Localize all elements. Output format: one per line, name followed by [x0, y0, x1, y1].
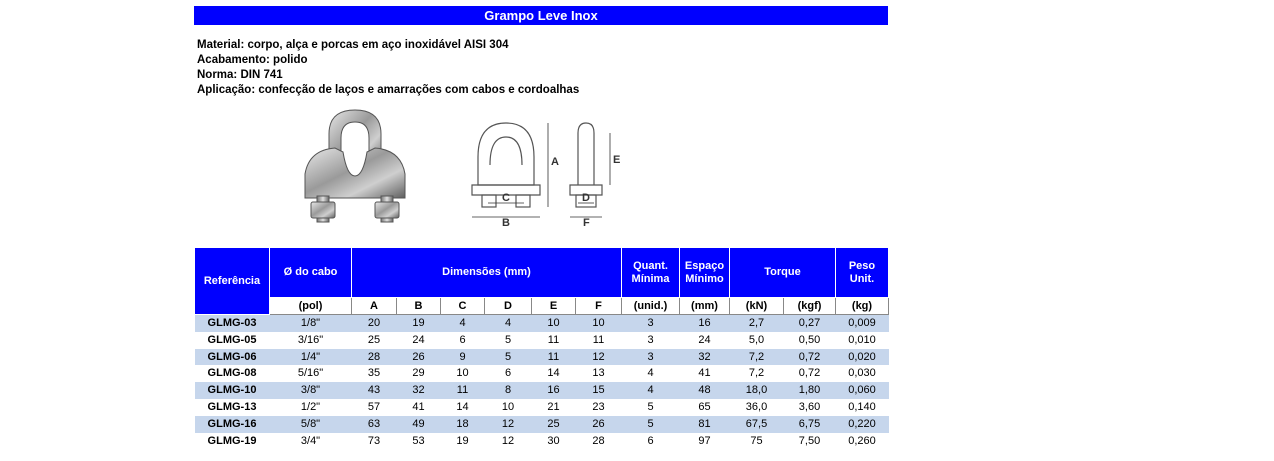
table-row	[195, 365, 889, 382]
row-cell: 7,2	[730, 349, 784, 366]
row-cell: 10	[576, 315, 622, 332]
row-cell: 26	[397, 349, 441, 366]
row-cell: 65	[698, 400, 711, 413]
row-cell: 4	[622, 382, 680, 399]
row-cell: 20	[352, 315, 397, 332]
unit-cell: (unid.)	[622, 298, 680, 315]
row-cell: 81	[680, 416, 730, 433]
header-torque: Torque	[730, 248, 836, 298]
row-cell: 8	[485, 382, 532, 399]
row-cell: 5/8"	[270, 416, 352, 433]
row-cell: 1/4"	[270, 349, 352, 366]
table-row	[195, 349, 889, 366]
row-cell: 73	[367, 434, 381, 447]
row-cell: 0,220	[836, 416, 889, 433]
row-cell: 53	[412, 434, 425, 447]
row-reference: GLMG-16	[195, 416, 270, 433]
label-f: F	[583, 217, 590, 227]
header-dimensoes: Dimensões (mm)	[352, 248, 622, 298]
row-cell: 0,010	[848, 333, 876, 346]
table-row	[195, 315, 889, 332]
row-cell: 28	[352, 349, 397, 366]
row-cell: 0,030	[848, 367, 876, 380]
label-e: E	[613, 154, 621, 166]
table-row	[195, 433, 889, 450]
row-reference: GLMG-05	[207, 333, 257, 346]
row-cell: 57	[367, 400, 381, 413]
row-cell: 4	[647, 367, 654, 380]
label-c: C	[502, 192, 510, 204]
row-cell: 10	[456, 367, 469, 380]
row-cell: 14	[456, 400, 469, 413]
row-cell: 3	[647, 333, 654, 346]
row-cell: 19	[456, 434, 469, 447]
header-peso: Peso Unit.	[836, 248, 889, 298]
spec-application: Aplicação: confecção de laços e amarrações com cabos e cordoalhas	[197, 84, 580, 96]
table-row	[195, 382, 889, 399]
table-header-row	[195, 248, 889, 298]
spec-finish: Acabamento: polido	[197, 54, 308, 66]
row-cell: 3	[622, 349, 680, 366]
header-espaco: Espaço Mínimo	[680, 248, 730, 298]
row-cell: 48	[680, 382, 730, 399]
row-cell: 13	[592, 367, 605, 380]
row-cell: 0,72	[798, 367, 821, 380]
table-row	[195, 332, 889, 349]
row-cell: 24	[412, 333, 425, 346]
row-cell: 0,060	[836, 382, 889, 399]
row-cell: 12	[501, 434, 515, 447]
row-cell: 35	[367, 367, 381, 380]
table-body	[195, 315, 889, 450]
technical-drawing	[466, 117, 626, 227]
row-cell: 11	[547, 333, 560, 346]
unit-cell: F	[576, 298, 622, 315]
product-specs	[197, 38, 579, 98]
row-cell: 16	[532, 382, 576, 399]
row-cell: 5	[504, 333, 512, 346]
row-cell: 43	[352, 382, 397, 399]
row-cell: 5	[622, 416, 680, 433]
row-cell: 30	[547, 434, 560, 447]
row-cell: 41	[698, 367, 711, 380]
row-cell: 3,60	[798, 400, 821, 413]
label-b: B	[502, 217, 510, 227]
unit-cell: (kg)	[836, 298, 889, 315]
row-cell: 14	[547, 367, 560, 380]
row-reference: GLMG-19	[207, 434, 257, 447]
row-reference: GLMG-13	[207, 400, 257, 413]
row-cell: 23	[592, 400, 605, 413]
row-cell: 4	[441, 315, 485, 332]
row-cell: 29	[412, 367, 425, 380]
row-cell: 19	[397, 315, 441, 332]
spec-standard: Norma: DIN 741	[197, 69, 283, 81]
row-cell: 18,0	[730, 382, 784, 399]
header-referencia: Referência	[195, 248, 270, 315]
row-cell: 1/8"	[270, 315, 352, 332]
row-cell: 12	[485, 416, 532, 433]
header-quant: Quant. Mínima	[622, 248, 680, 298]
row-cell: 5	[647, 400, 654, 413]
row-cell: 0,260	[848, 434, 876, 447]
row-cell: 0,50	[798, 333, 821, 346]
row-cell: 10	[501, 400, 515, 413]
row-cell: 6	[504, 367, 512, 380]
unit-cell: C	[441, 298, 485, 315]
table-row	[195, 399, 889, 416]
row-cell: 5	[485, 349, 532, 366]
row-reference: GLMG-03	[195, 315, 270, 332]
row-cell: 1,80	[784, 382, 836, 399]
row-cell: 6	[459, 333, 466, 346]
row-cell: 6,75	[784, 416, 836, 433]
header-diametro: Ø do cabo	[270, 248, 352, 298]
row-cell: 32	[397, 382, 441, 399]
unit-cell: (mm)	[680, 298, 730, 315]
label-a: A	[551, 156, 559, 168]
row-cell: 26	[576, 416, 622, 433]
row-cell: 7,2	[748, 367, 765, 380]
table-row	[195, 416, 889, 433]
spec-material: Material: corpo, alça e porcas em aço inoxidável AISI 304	[197, 39, 509, 51]
row-cell: 11	[441, 382, 485, 399]
row-cell: 0,27	[784, 315, 836, 332]
product-table	[194, 247, 889, 449]
unit-cell: B	[397, 298, 441, 315]
label-d: D	[582, 192, 590, 204]
unit-cell: E	[532, 298, 576, 315]
product-photo	[295, 108, 415, 232]
row-cell: 49	[397, 416, 441, 433]
row-cell: 97	[698, 434, 711, 447]
unit-cell: A	[352, 298, 397, 315]
row-cell: 75	[750, 434, 763, 447]
row-cell: 28	[592, 434, 605, 447]
table-unit-row	[195, 298, 889, 315]
row-reference: GLMG-06	[195, 349, 270, 366]
row-reference: GLMG-08	[207, 367, 257, 380]
unit-cell: (kN)	[730, 298, 784, 315]
row-cell: 18	[441, 416, 485, 433]
row-cell: 9	[441, 349, 485, 366]
row-cell: 4	[485, 315, 532, 332]
row-cell: 3/16"	[297, 333, 324, 346]
unit-cell: D	[485, 298, 532, 315]
row-cell: 16	[680, 315, 730, 332]
row-cell: 3	[622, 315, 680, 332]
row-cell: 3/8"	[270, 382, 352, 399]
unit-cell: (kgf)	[784, 298, 836, 315]
row-cell: 25	[532, 416, 576, 433]
row-cell: 11	[532, 349, 576, 366]
page-title: Grampo Leve Inox	[194, 6, 888, 25]
row-cell: 41	[412, 400, 425, 413]
row-reference: GLMG-10	[195, 382, 270, 399]
row-cell: 0,72	[784, 349, 836, 366]
row-cell: 7,50	[798, 434, 821, 447]
row-cell: 12	[576, 349, 622, 366]
row-cell: 63	[352, 416, 397, 433]
row-cell: 32	[680, 349, 730, 366]
row-cell: 1/2"	[300, 400, 321, 413]
row-cell: 25	[367, 333, 381, 346]
row-cell: 67,5	[730, 416, 784, 433]
row-cell: 6	[647, 434, 654, 447]
row-cell: 3/4"	[300, 434, 321, 447]
row-cell: 11	[592, 333, 605, 346]
row-cell: 15	[576, 382, 622, 399]
row-cell: 0,009	[836, 315, 889, 332]
row-cell: 36,0	[745, 400, 768, 413]
row-cell: 21	[547, 400, 560, 413]
row-cell: 24	[698, 333, 711, 346]
row-cell: 2,7	[730, 315, 784, 332]
row-cell: 0,020	[836, 349, 889, 366]
row-cell: 0,140	[848, 400, 876, 413]
row-cell: 5,0	[748, 333, 765, 346]
row-cell: 10	[532, 315, 576, 332]
unit-cell: (pol)	[270, 298, 352, 315]
row-cell: 5/16"	[297, 367, 324, 380]
